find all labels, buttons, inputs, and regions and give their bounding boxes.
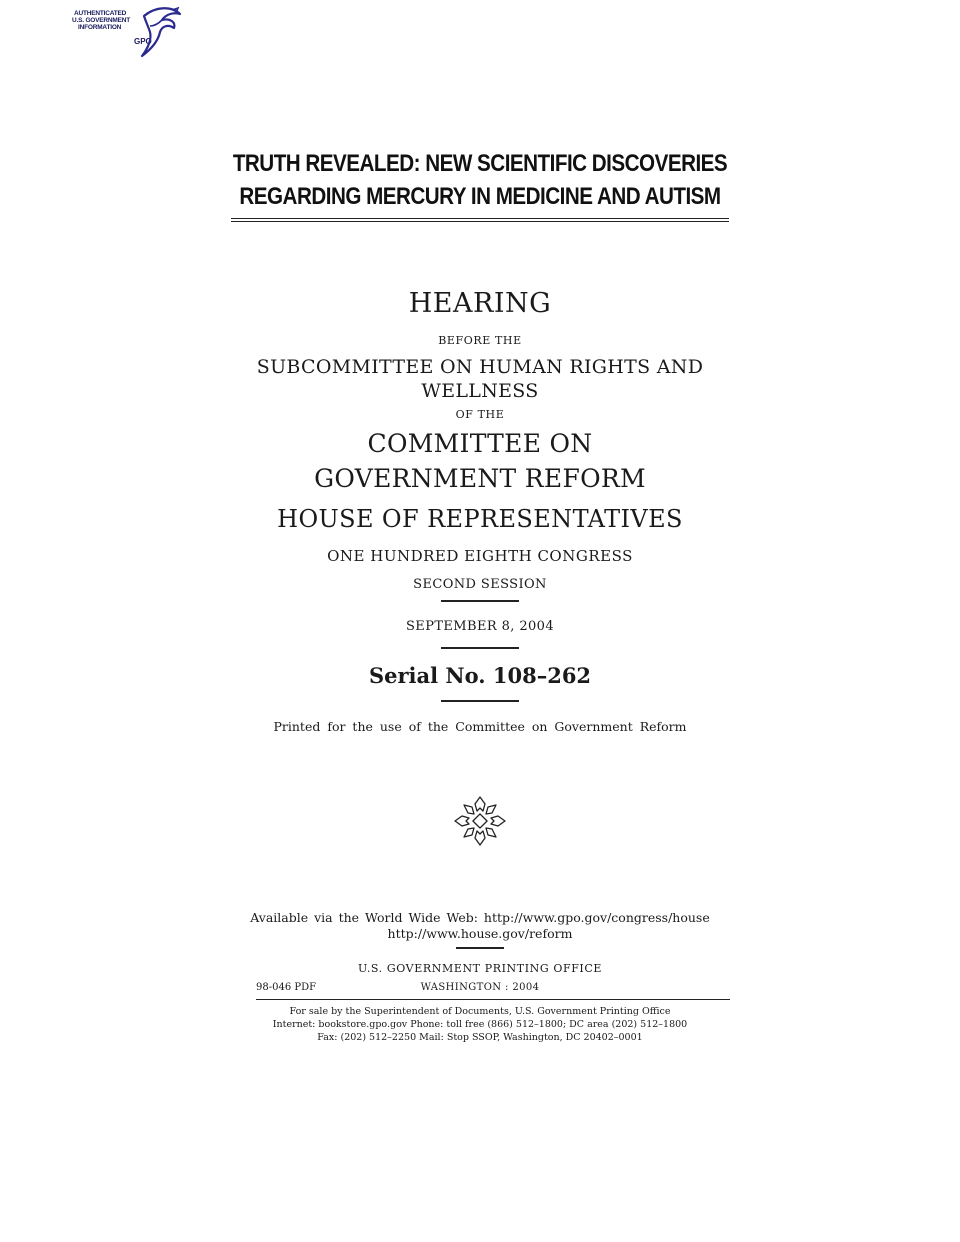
logo-text-information: INFORMATION bbox=[78, 24, 122, 31]
printing-office-label: U.S. GOVERNMENT PRINTING OFFICE bbox=[357, 962, 603, 975]
footer-rule bbox=[256, 999, 730, 1000]
divider-rule bbox=[441, 647, 519, 649]
house-of-representatives: HOUSE OF REPRESENTATIVES bbox=[277, 505, 683, 533]
hearing-heading: HEARING bbox=[408, 288, 552, 319]
sales-line-1: For sale by the Superintendent of Documents, U.S. Government Printing Office bbox=[289, 1006, 671, 1017]
hearing-title-line-1: TRUTH REVEALED: NEW SCIENTIFIC DISCOVERIES bbox=[232, 150, 728, 177]
divider-rule bbox=[441, 700, 519, 702]
logo-text-authenticated: AUTHENTICATED bbox=[74, 10, 127, 17]
eagle-icon bbox=[114, 4, 182, 60]
before-the-label: BEFORE THE bbox=[438, 334, 522, 347]
logo-text-gpo: GPO bbox=[134, 37, 152, 46]
title-rule-bottom bbox=[231, 221, 729, 222]
hearing-title-line-2: REGARDING MERCURY IN MEDICINE AND AUTISM bbox=[239, 183, 721, 210]
committee-line-1: COMMITTEE ON bbox=[367, 429, 593, 458]
hearing-date: SEPTEMBER 8, 2004 bbox=[406, 619, 554, 634]
logo-text-government: U.S. GOVERNMENT bbox=[72, 17, 131, 24]
sales-line-2: Internet: bookstore.gpo.gov Phone: toll free (866) 512–1800; DC area (202) 512–1800 bbox=[272, 1019, 688, 1030]
document-number: 98-046 PDF bbox=[256, 982, 317, 993]
gpo-ornament-icon bbox=[452, 794, 508, 848]
subcommittee-line-2: WELLNESS bbox=[421, 380, 539, 402]
printed-for-note: Printed for the use of the Committee on Government Reform bbox=[273, 719, 687, 734]
title-rule-top bbox=[231, 218, 729, 219]
serial-number: Serial No. 108–262 bbox=[368, 663, 592, 688]
city-year: WASHINGTON : 2004 bbox=[420, 982, 540, 993]
gpo-authenticated-logo bbox=[70, 4, 182, 60]
subcommittee-line-1: SUBCOMMITTEE ON HUMAN RIGHTS AND bbox=[256, 356, 704, 378]
availability-line-1: Available via the World Wide Web: http://www.gpo.gov/congress/house bbox=[250, 910, 710, 925]
congress-number: ONE HUNDRED EIGHTH CONGRESS bbox=[327, 547, 633, 565]
committee-line-2: GOVERNMENT REFORM bbox=[314, 464, 646, 493]
availability-line-2: http://www.house.gov/reform bbox=[387, 926, 573, 941]
of-the-label: OF THE bbox=[455, 408, 505, 421]
session-label: SECOND SESSION bbox=[413, 577, 547, 592]
sales-line-3: Fax: (202) 512–2250 Mail: Stop SSOP, Washington, DC 20402–0001 bbox=[317, 1032, 643, 1043]
divider-rule bbox=[441, 600, 519, 602]
divider-rule bbox=[456, 947, 504, 949]
